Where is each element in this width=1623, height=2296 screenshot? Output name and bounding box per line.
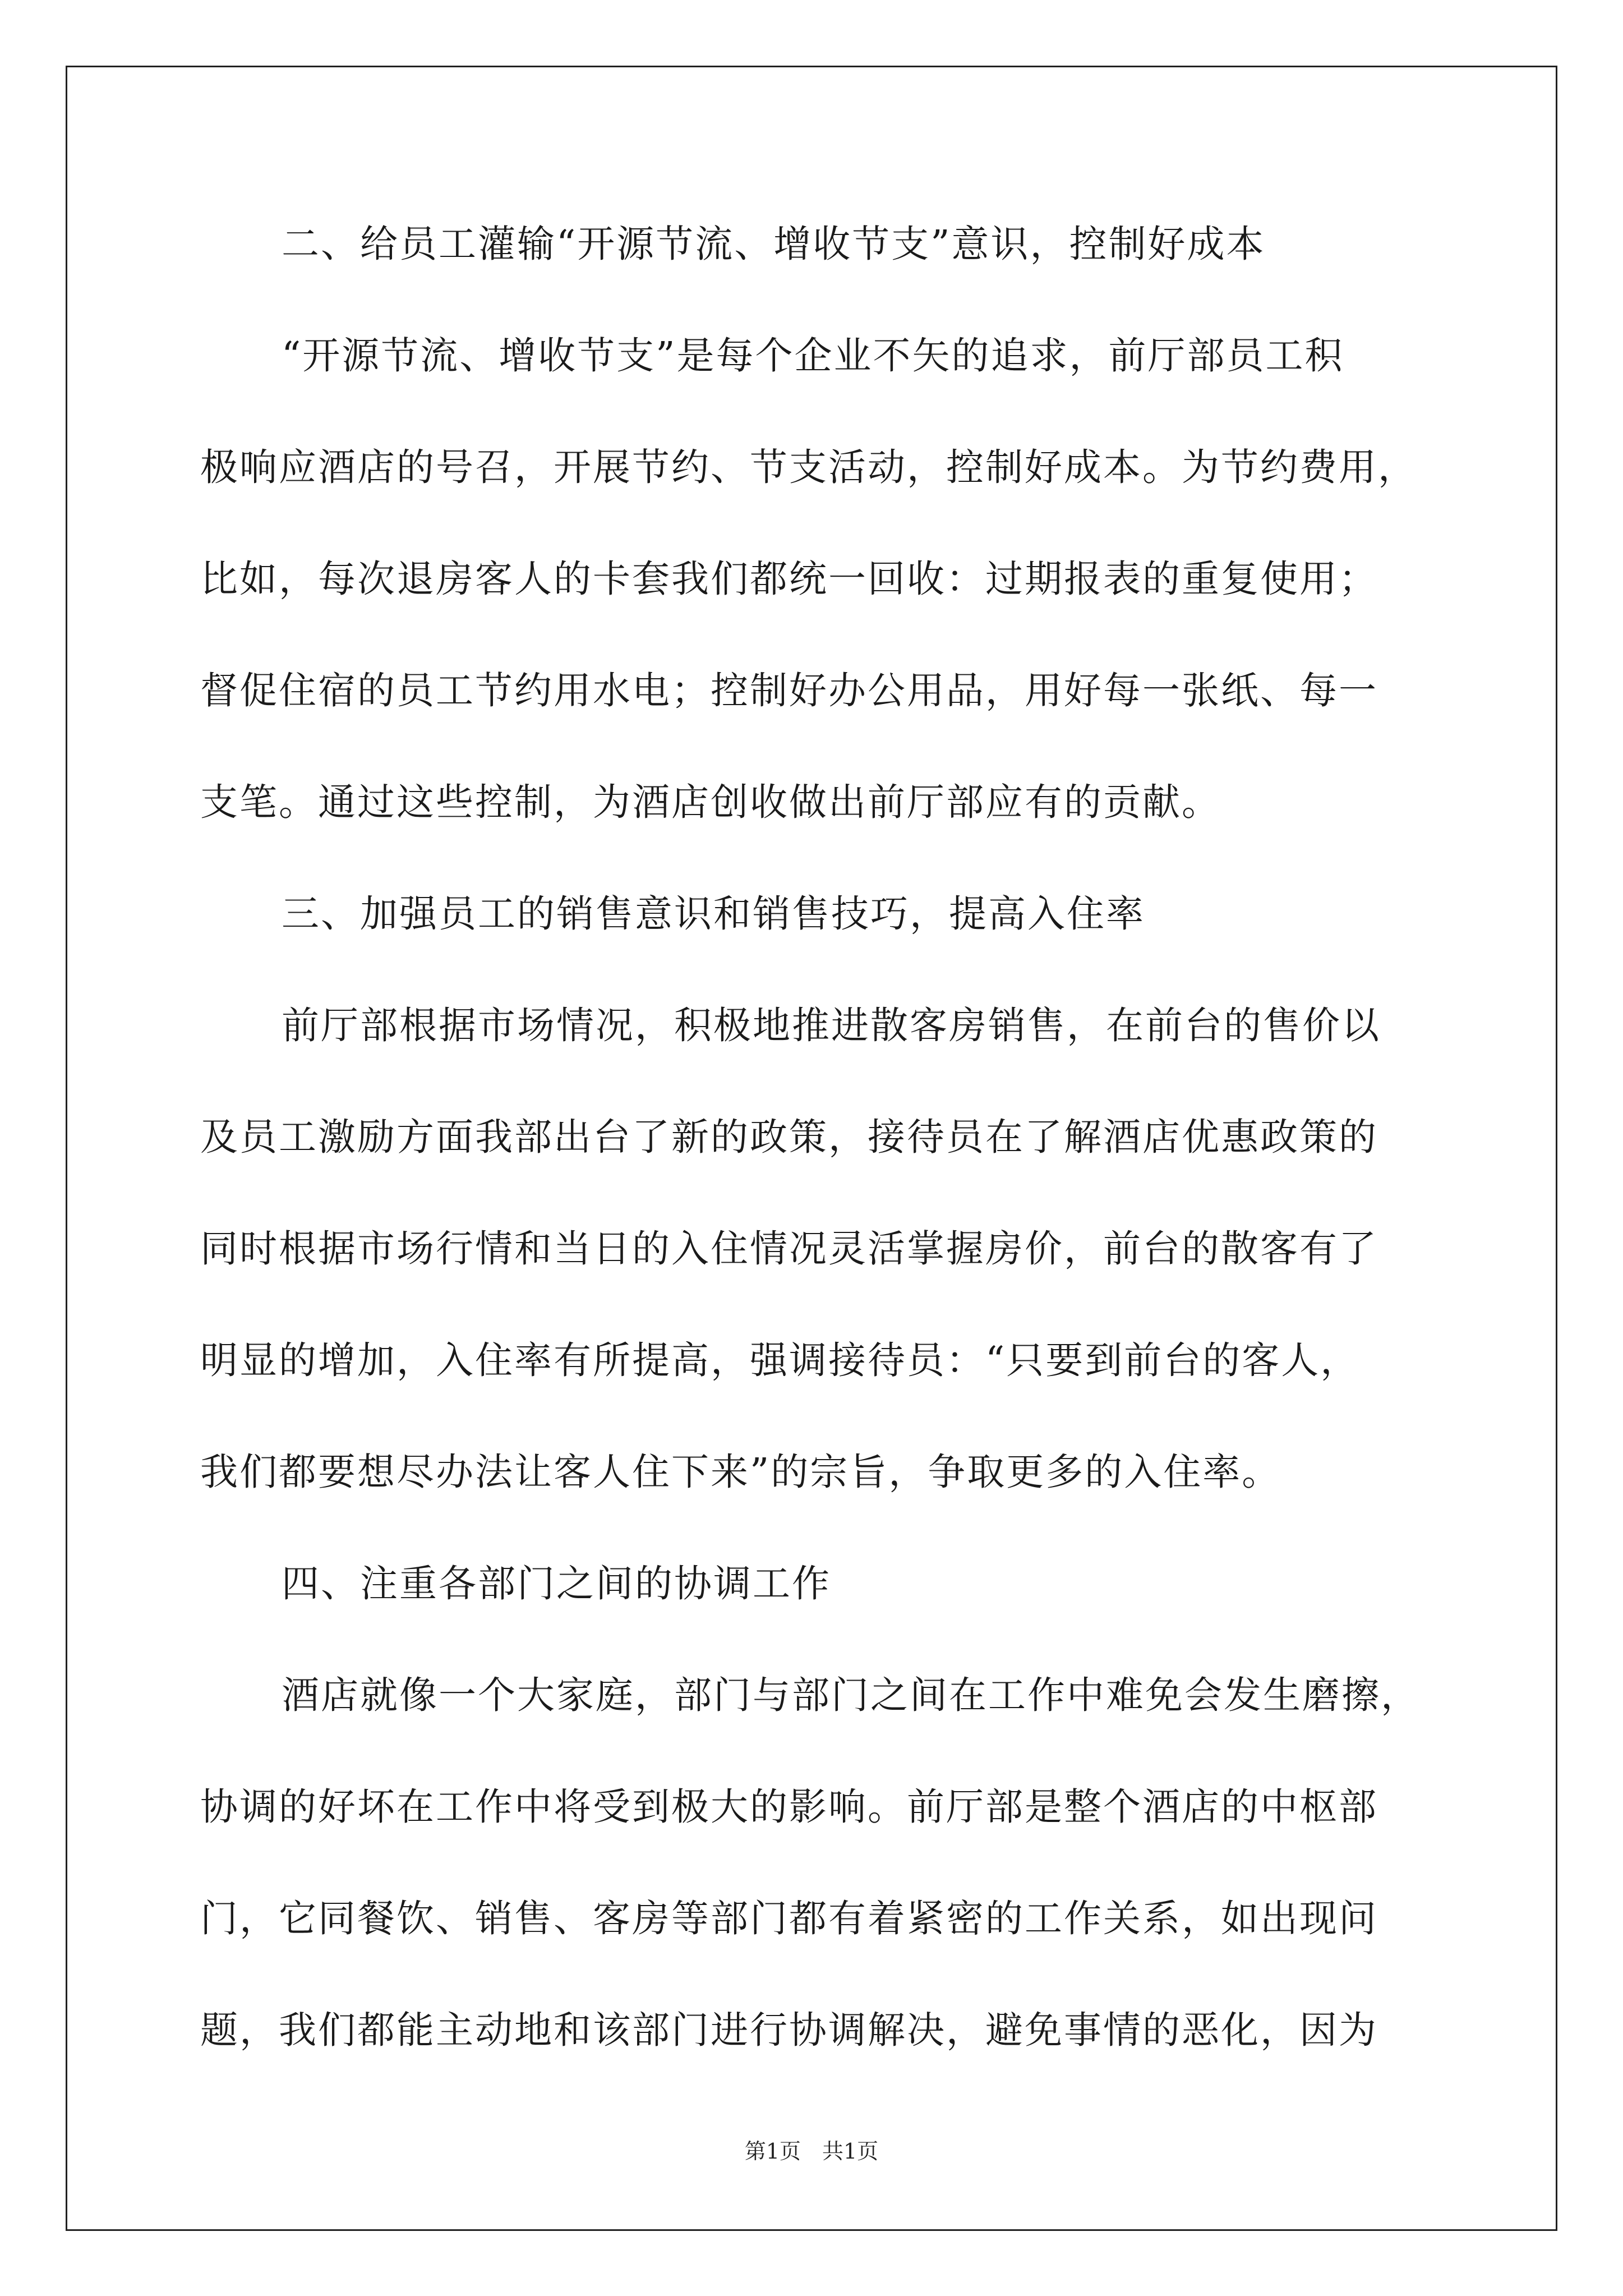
paragraph-line: 门，它同餐饮、销售、客房等部门都有着紧密的工作关系，如出现问 bbox=[200, 1897, 1378, 1940]
paragraph-line: 酒店就像一个大家庭，部门与部门之间在工作中难免会发生磨擦， bbox=[282, 1673, 1420, 1717]
paragraph-line: 协调的好坏在工作中将受到极大的影响。前厅部是整个酒店的中枢部 bbox=[200, 1785, 1378, 1829]
paragraph-line: 极响应酒店的号召，开展节约、节支活动，控制好成本。为节约费用， bbox=[200, 445, 1417, 489]
heading-section-2: 二、给员工灌输“开源节流、增收节支”意识，控制好成本 bbox=[282, 222, 1266, 266]
paragraph-line: “开源节流、增收节支”是每个企业不矢的追求，前厅部员工积 bbox=[282, 334, 1344, 378]
paragraph-line: 前厅部根据市场情况，积极地推进散客房销售，在前台的售价以 bbox=[282, 1004, 1381, 1047]
heading-section-4: 四、注重各部门之间的协调工作 bbox=[282, 1562, 831, 1605]
paragraph-line: 比如，每次退房客人的卡套我们都统一回收：过期报表的重复使用； bbox=[200, 557, 1378, 601]
paragraph-line: 明显的增加，入住率有所提高，强调接待员：“只要到前台的客人， bbox=[200, 1338, 1360, 1382]
paragraph-line: 支笔。通过这些控制，为酒店创收做出前厅部应有的贡献。 bbox=[200, 780, 1221, 824]
paragraph-line: 我们都要想尽办法让客人住下来”的宗旨，争取更多的入住率。 bbox=[200, 1450, 1281, 1494]
paragraph-line: 题，我们都能主动地和该部门进行协调解决，避免事情的恶化，因为 bbox=[200, 2008, 1378, 2052]
paragraph-line: 及员工激励方面我部出台了新的政策，接待员在了解酒店优惠政策的 bbox=[200, 1115, 1378, 1159]
page-number-footer: 第1页 共1页 bbox=[744, 2139, 879, 2164]
heading-section-3: 三、加强员工的销售意识和销售技巧，提高入住率 bbox=[282, 892, 1145, 936]
paragraph-line: 同时根据市场行情和当日的入住情况灵活掌握房价，前台的散客有了 bbox=[200, 1227, 1378, 1271]
paragraph-line: 督促住宿的员工节约用水电；控制好办公用品，用好每一张纸、每一 bbox=[200, 669, 1378, 712]
